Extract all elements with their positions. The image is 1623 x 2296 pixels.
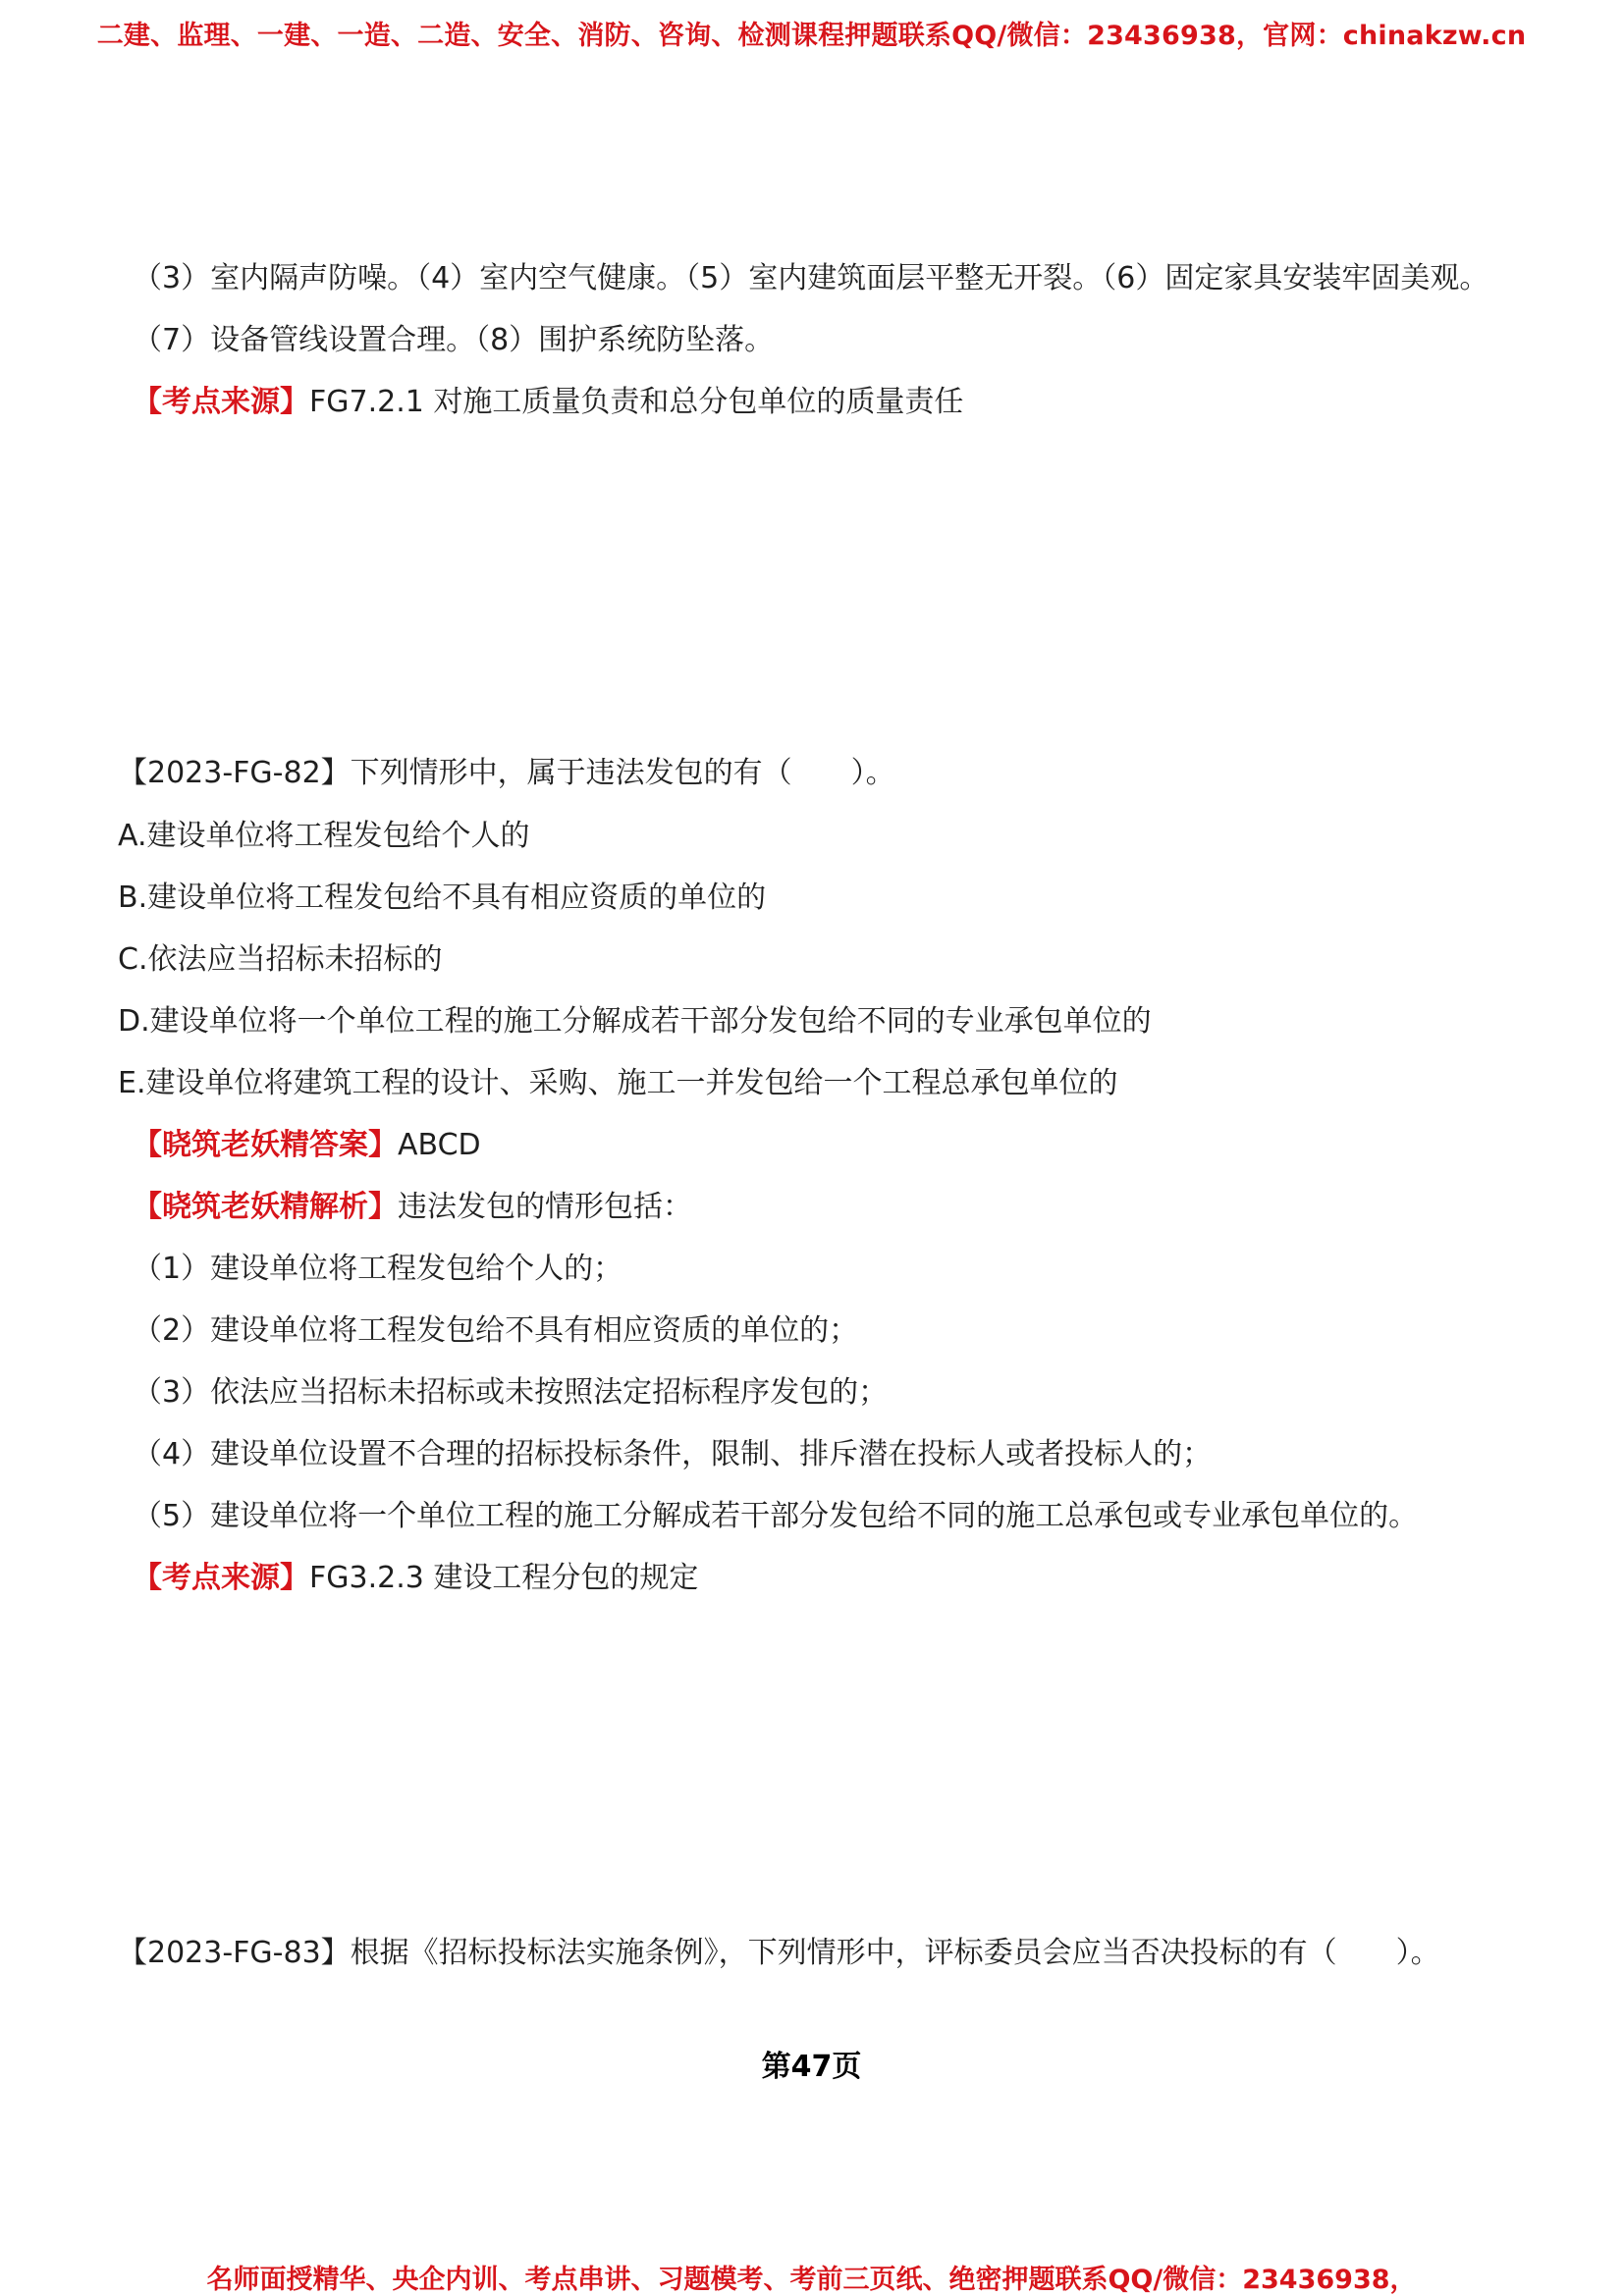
option-d: D.建设单位将一个单位工程的施工分解成若干部分发包给不同的专业承包单位的 xyxy=(118,1004,1152,1039)
source-text: FG3.2.3 建设工程分包的规定 xyxy=(309,1561,699,1595)
analysis-item-4: （4）建设单位设置不合理的招标投标条件，限制、排斥潜在投标人或者投标人的； xyxy=(133,1437,1213,1471)
analysis-item-2: （2）建设单位将工程发包给不具有相应资质的单位的； xyxy=(133,1313,859,1348)
option-e: E.建设单位将建筑工程的设计、采购、施工一并发包给一个工程总承包单位的 xyxy=(118,1066,1118,1100)
page-number: 第47页 xyxy=(761,2050,862,2084)
analysis-text: 违法发包的情形包括： xyxy=(398,1190,692,1224)
source-tag: 【考点来源】 xyxy=(133,385,309,419)
measures-line-1: （3）室内隔声防噪。（4）室内空气健康。（5）室内建筑面层平整无开裂。（6）固定家具安装牢固美观。 xyxy=(133,261,1489,295)
analysis-item-5: （5）建设单位将一个单位工程的施工分解成若干部分发包给不同的施工总承包或专业承包单位的。 xyxy=(133,1499,1419,1533)
analysis-line xyxy=(133,1188,692,1227)
header-banner: 二建、监理、一建、一造、二造、安全、消防、咨询、检测课程押题联系QQ/微信：23436938，官网：chinakzw.cn xyxy=(96,21,1527,51)
analysis-item-3: （3）依法应当招标未招标或未按照法定招标程序发包的； xyxy=(133,1375,889,1410)
source-text: FG7.2.1 对施工质量负责和总分包单位的质量责任 xyxy=(309,385,964,419)
source-tag: 【考点来源】 xyxy=(133,1561,309,1595)
option-b: B.建设单位将工程发包给不具有相应资质的单位的 xyxy=(118,881,767,915)
analysis-tag: 【晓筑老妖精解析】 xyxy=(133,1190,398,1224)
footer-banner: 名师面授精华、央企内训、考点串讲、习题模考、考前三页纸、绝密押题联系QQ/微信：23436938， xyxy=(206,2265,1417,2295)
question-83-title: 【2023-FG-83】根据《招标投标法实施条例》，下列情形中，评标委员会应当否决投标的有（ ）。 xyxy=(118,1936,1440,1970)
analysis-item-1: （1）建设单位将工程发包给个人的； xyxy=(133,1252,623,1286)
source-line-q82 xyxy=(133,1559,698,1598)
source-line-top xyxy=(133,383,963,422)
answer-line xyxy=(133,1126,481,1165)
answer-tag: 【晓筑老妖精答案】 xyxy=(133,1128,398,1162)
answer-text: ABCD xyxy=(398,1128,481,1162)
option-a: A.建设单位将工程发包给个人的 xyxy=(118,819,530,853)
measures-line-2: （7）设备管线设置合理。（8）围护系统防坠落。 xyxy=(133,323,775,357)
option-c: C.依法应当招标未招标的 xyxy=(118,942,443,977)
question-82-title: 【2023-FG-82】下列情形中，属于违法发包的有（ ）。 xyxy=(118,756,895,790)
